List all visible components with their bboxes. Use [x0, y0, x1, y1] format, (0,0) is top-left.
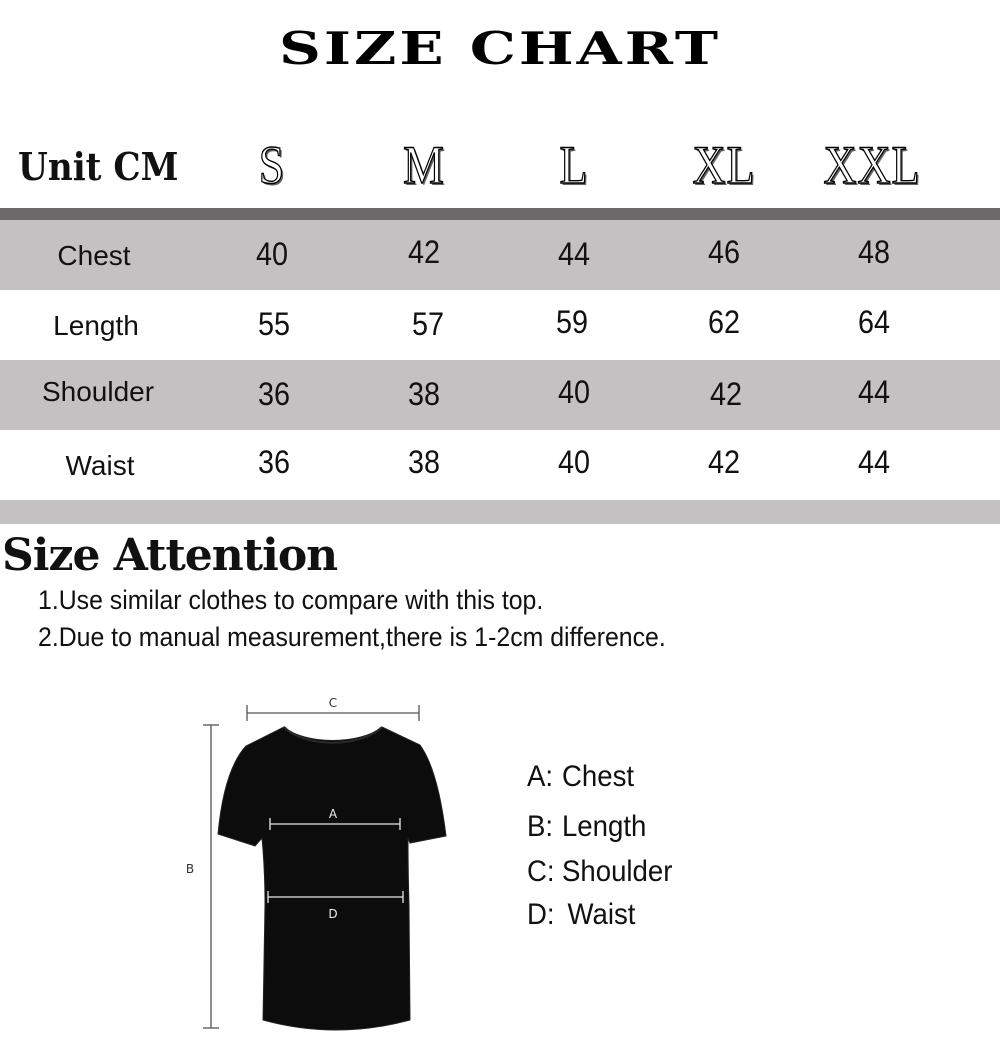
- table-cell: 38: [407, 376, 441, 412]
- table-cell: 46: [707, 234, 741, 270]
- unit-label: Unit CM: [18, 144, 179, 189]
- size-header-s: S: [258, 135, 286, 195]
- table-cell: 42: [709, 376, 743, 412]
- attention-note-2: 2.Due to manual measurement,there is 1-2cm difference.: [38, 622, 666, 652]
- mark-b-label: B: [185, 862, 195, 876]
- mark-d-label: D: [328, 907, 338, 921]
- page-title: SIZE CHART: [278, 22, 722, 76]
- table-cell: 64: [857, 304, 891, 340]
- table-cell: 36: [257, 444, 291, 480]
- legend-key: D:: [527, 898, 555, 931]
- mark-c-label: C: [328, 696, 338, 710]
- legend-item-waist: [527, 898, 635, 932]
- size-header-xl: XL: [692, 135, 756, 195]
- table-cell: 42: [407, 234, 441, 270]
- table-cell: 48: [857, 234, 891, 270]
- size-header-xxl: XXL: [823, 135, 921, 195]
- row-label: Chest: [57, 240, 131, 271]
- table-cell: 44: [857, 374, 891, 410]
- attention-title: Size Attention: [2, 530, 338, 581]
- table-cell: 40: [557, 444, 591, 480]
- legend-key: A:: [527, 760, 554, 793]
- mark-a-label: A: [328, 807, 338, 821]
- table-cell: 44: [557, 236, 591, 272]
- attention-note-1: 1.Use similar clothes to compare with this top.: [38, 585, 544, 615]
- table-cell: 40: [255, 236, 289, 272]
- row-label: Shoulder: [41, 376, 155, 407]
- legend-label: Length: [561, 810, 647, 843]
- table-cell: 38: [407, 444, 441, 480]
- legend-item-shoulder: [527, 855, 672, 889]
- legend-key: C:: [527, 855, 555, 888]
- legend-key: B:: [527, 810, 554, 843]
- legend-item-length: [527, 810, 646, 844]
- table-cell: 36: [257, 376, 291, 412]
- legend-label: Waist: [567, 898, 636, 931]
- legend-label: Chest: [561, 760, 635, 793]
- table-cell: 57: [411, 306, 445, 342]
- row-label: Waist: [65, 450, 135, 481]
- table-cell: 42: [707, 444, 741, 480]
- row-label: Length: [53, 310, 139, 341]
- table-cell: 40: [557, 374, 591, 410]
- size-header-m: M: [403, 135, 445, 195]
- table-cell: 62: [707, 304, 741, 340]
- table-cell: 55: [257, 306, 291, 342]
- size-header-l: L: [559, 135, 589, 195]
- table-cell: 59: [555, 304, 589, 340]
- table-cell: 44: [857, 444, 891, 480]
- legend-item-chest: [527, 760, 634, 794]
- tshirt-illustration: [218, 727, 446, 1030]
- legend-label: Shoulder: [561, 855, 673, 888]
